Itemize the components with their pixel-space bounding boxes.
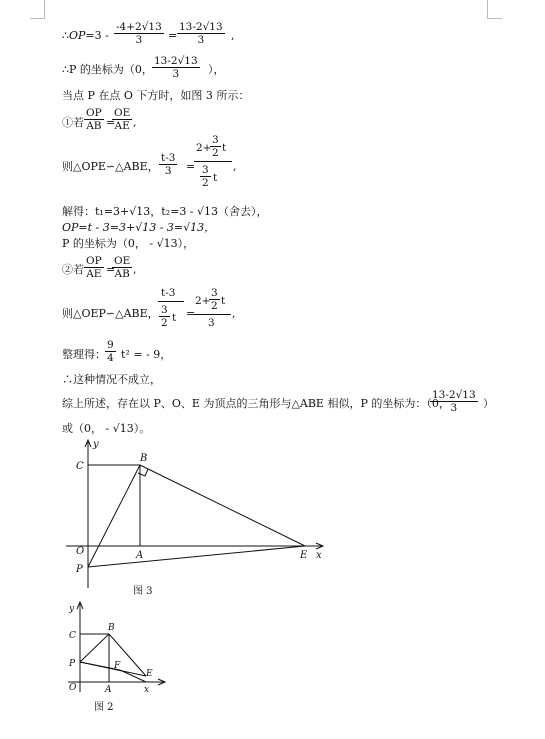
solution-line-3: 当点 P 在点 O 下方时，如图 3 所示：	[62, 89, 250, 102]
punctuation: ,	[231, 29, 235, 42]
case-label: ②若	[62, 263, 84, 276]
equals-sign: =	[186, 160, 196, 173]
simplify-label: 整理得：	[62, 348, 106, 361]
segment-pb	[80, 634, 109, 662]
label-c: C	[76, 461, 84, 472]
fraction: $\frac{t-3}{3}$	[161, 152, 176, 177]
label-a: A	[136, 550, 144, 561]
equals-sign: =	[168, 29, 178, 42]
similarity-text: 则△OEP∽△ABE，	[62, 307, 159, 320]
punctuation: ,	[133, 263, 137, 276]
equals-sign: =	[106, 116, 116, 129]
figure-2-diagram	[60, 600, 170, 698]
therefore-symbol: ∴	[62, 29, 69, 42]
label-x: x	[144, 685, 150, 695]
solution-line-7: OP=t - 3=3+√13 - 3=√13，	[62, 221, 216, 234]
expression-text: =3 -	[85, 29, 109, 42]
label-p: P	[69, 659, 76, 669]
label-f: F	[114, 661, 121, 671]
punctuation: ），	[208, 63, 225, 76]
fraction: $\frac{OP}{AE}$	[86, 255, 102, 280]
fraction-bar	[194, 161, 232, 162]
punctuation: ）	[483, 397, 494, 410]
fraction: $\frac{13-2√13}{3}$	[432, 389, 476, 414]
fraction: $\frac{13-2√13}{3}$	[179, 21, 223, 46]
label-e: E	[146, 669, 153, 679]
label-x: x	[316, 550, 322, 561]
coordinate-text: ∴P 的坐标为（0，	[62, 63, 153, 76]
label-b: B	[108, 623, 115, 633]
label-o: O	[76, 546, 85, 557]
equation-text: t² = - 9，	[121, 348, 172, 361]
page-corner-mark-left	[30, 0, 45, 19]
segment-op: OP	[69, 29, 86, 42]
punctuation: ,	[233, 160, 237, 173]
fraction-bar	[193, 314, 231, 315]
punctuation: ,	[232, 307, 236, 320]
complex-fraction: 2+ $\frac{3}{2}$ t 3	[193, 287, 235, 347]
label-c: C	[69, 631, 76, 641]
label-y: y	[69, 604, 75, 614]
case-label: ①若	[62, 116, 84, 129]
solution-line-12: ∴这种情况不成立，	[62, 373, 161, 386]
conclusion-text: 综上所述，存在以 P、O、E 为顶点的三角形与△ABE 相似，P 的坐标为：（0，	[62, 397, 450, 410]
solution-line-6: 解得：t₁=3+√13，t₂=3 - √13（舍去），	[62, 205, 268, 218]
page-corner-mark-right	[487, 0, 502, 19]
label-b: B	[140, 453, 148, 464]
label-y: y	[93, 439, 99, 450]
complex-fraction: 2+ $\frac{3}{2}$ t $\frac{3}{2}$ t	[194, 134, 236, 196]
equals-sign: =	[106, 263, 116, 276]
label-a: A	[105, 685, 112, 695]
fraction: $\frac{9}{4}$	[107, 339, 114, 364]
label-o: O	[69, 683, 77, 693]
fraction: $\frac{OE}{AB}$	[114, 255, 131, 280]
fraction-bar	[158, 301, 184, 302]
segment-pb	[88, 465, 140, 567]
figure-2-caption: 图 2	[94, 702, 114, 713]
label-e: E	[300, 550, 308, 561]
solution-line-14: 或（0， - √13）。	[62, 422, 151, 435]
fraction: $\frac{OE}{AE}$	[114, 107, 131, 132]
fraction: $\frac{OP}{AB}$	[86, 107, 102, 132]
segment-pe	[88, 546, 305, 567]
segment-be	[140, 465, 305, 546]
punctuation: ,	[133, 116, 137, 129]
fraction: $\frac{13-2√13}{3}$	[154, 55, 198, 80]
figure-3-diagram	[60, 436, 330, 596]
solution-line-8: P 的坐标为（0， - √13），	[62, 237, 195, 250]
equals-sign: =	[186, 307, 196, 320]
fraction: $\frac{-4+2√13}{3}$	[116, 21, 162, 46]
similarity-text: 则△OPE∽△ABE，	[62, 160, 159, 173]
figure-3-caption: 图 3	[133, 586, 153, 597]
label-p: P	[76, 564, 83, 575]
complex-fraction: t-3 $\frac{3}{2}$ t	[158, 287, 188, 347]
